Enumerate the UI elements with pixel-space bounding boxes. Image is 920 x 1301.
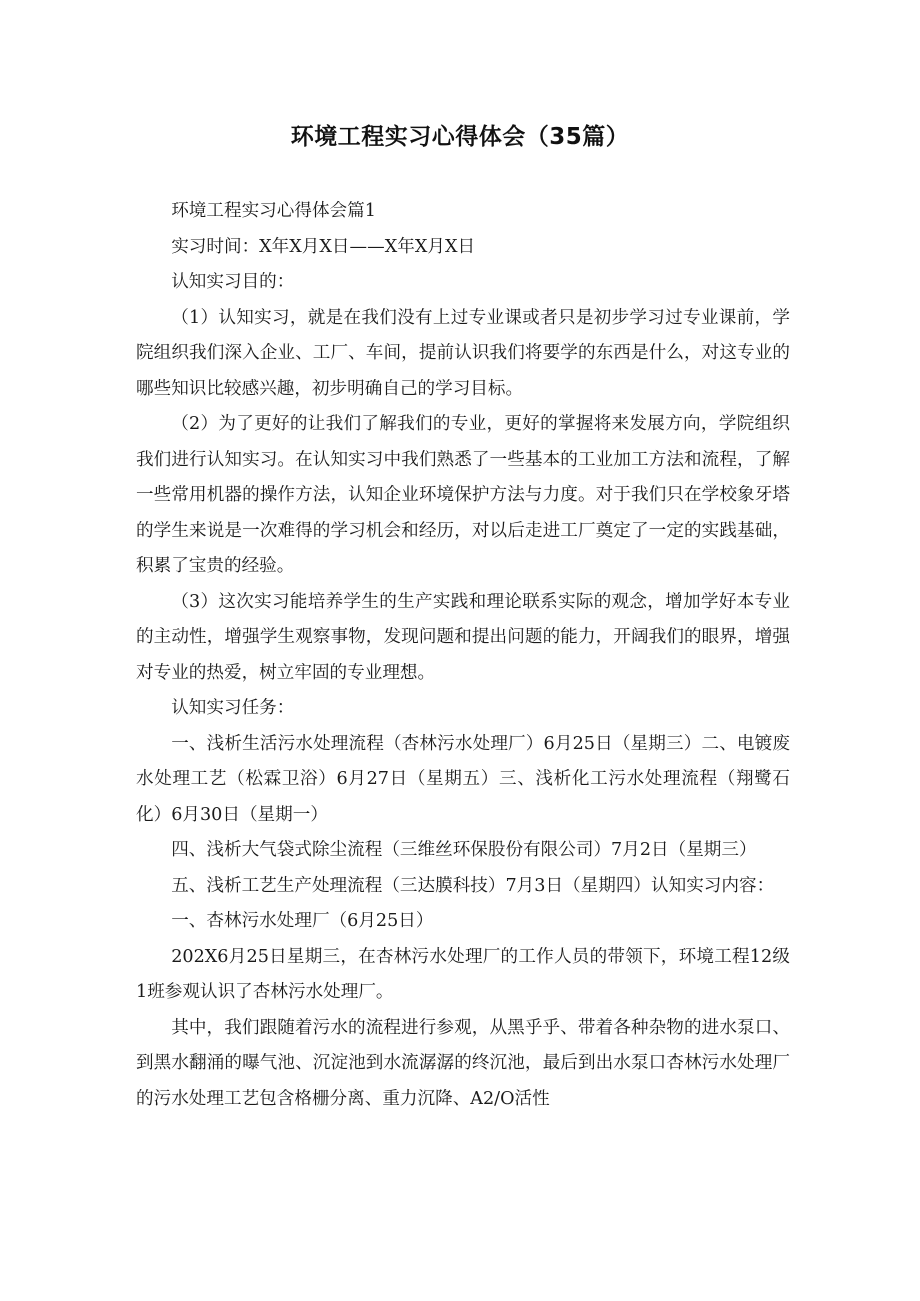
paragraph: 认知实习目的： [171,272,295,292]
paragraph: 五、浅析工艺生产处理流程（三达膜科技）7月3日（星期四）认知实习内容： [171,875,775,896]
document-body [136,194,790,1117]
paragraph: （2）为了更好的让我们了解我们的专业，更好的掌握将来发展方向，学院组织我们进行认知实习。在认知实习中我们熟悉了一些基本的工业加工方法和流程，了解一些常用机器的操作方法，认知企业环境保护方法与力度。对于我们只在学校象牙塔的学生来说是一次难得的学习机会和经历，对以后走进工厂奠定了一定的实践基础，积累了宝贵的经验。 [136,414,790,576]
paragraph: 其中，我们跟随着污水的流程进行参观，从黑乎乎、带着各种杂物的进水泵口、到黑水翻涌的曝气池、沉淀池到水流潺潺的终沉池，最后到出水泵口杏林污水处理厂的污水处理工艺包含格栅分离、重力沉降、A2/O活性 [136,1017,790,1109]
paragraph: 一、浅析生活污水处理流程（杏林污水处理厂）6月25日（星期三）二、电镀废水处理工艺（松霖卫浴）6月27日（星期五）三、浅析化工污水处理流程（翔鹭石化）6月30日（星期一） [136,733,790,825]
paragraph: 一、杏林污水处理厂（6月25日） [171,911,434,931]
paragraph: （3）这次实习能培养学生的生产实践和理论联系实际的观念，增加学好本专业的主动性，增强学生观察事物，发现问题和提出问题的能力，开阔我们的眼界，增强对专业的热爱，树立牢固的专业理想。 [136,591,790,683]
paragraph: 实习时间：X年X月X日——X年X月X日 [171,236,476,257]
section-heading: 环境工程实习心得体会篇1 [171,201,376,221]
document-title: 环境工程实习心得体会（35篇） [290,124,630,150]
paragraph: 202X6月25日星期三，在杏林污水处理厂的工作人员的带领下，环境工程12级1班参观认识了杏林污水处理厂。 [136,946,790,1002]
paragraph: （1）认知实习，就是在我们没有上过专业课或者只是初步学习过专业课前，学院组织我们深入企业、工厂、车间，提前认识我们将要学的东西是什么，对这专业的哪些知识比较感兴趣，初步明确自己的学习目标。 [136,307,790,399]
paragraph: 四、浅析大气袋式除尘流程（三维丝环保股份有限公司）7月2日（星期三） [171,840,757,860]
paragraph: 认知实习任务： [171,698,295,718]
